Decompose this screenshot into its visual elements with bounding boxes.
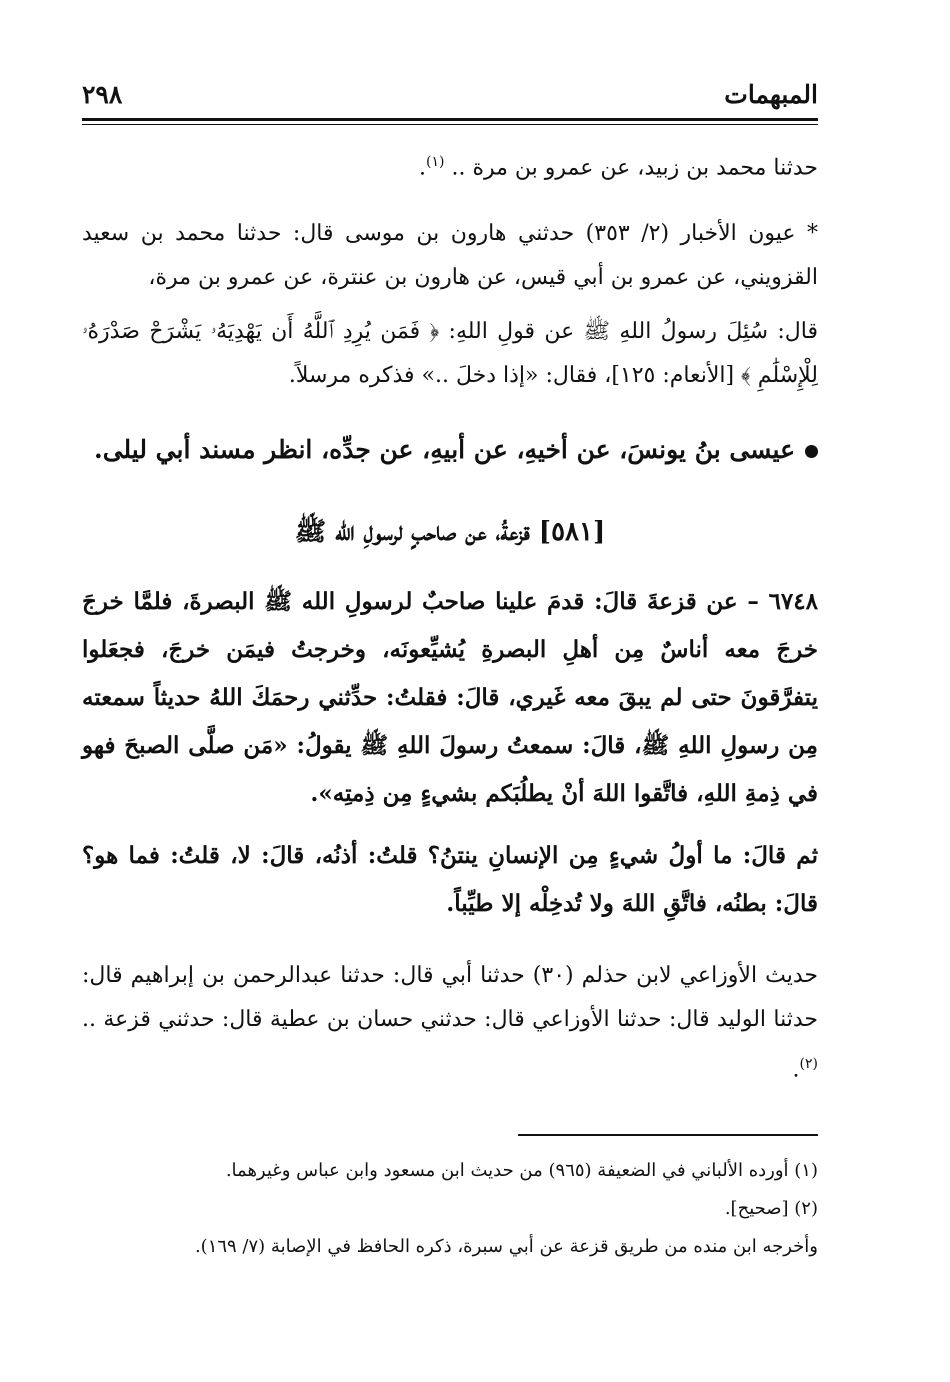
footnote-ref-1: (١) [426,154,445,170]
footnote-ref-2: (٢) [799,1056,818,1073]
paragraph-source: حديث الأوزاعي لابن حذلم (٣٠) حدثنا أبي قال: حدثنا عبدالرحمن بن إبراهيم قال: حدثنا الوليد قال: حدثنا الأوزاعي قال: حدثني حسان بن عطية قال: حدثني قزعة .. $^{(٢)}$. [82,963,818,1083]
paragraph-uyun-al-akhbar: * عيون الأخبار (٢/ ٣٥٣) حدثني هارون بن موسى قال: حدثنا محمد بن سعيد القزويني، عن عمرو بن أبي قيس، عن هارون بن عنترة، عن عمرو بن مرة، [82,221,818,291]
footnote-2: (٢) [صحيح]. [724,1198,818,1219]
hadith-6748: ٦٧٤٨ – عن قزعةَ قالَ: قدمَ علينا صاحبٌ لرسولِ الله ﷺ البصرةَ، فلمَّا خرجَ خرجَ معه أناسٌ مِن أهلِ البصرةِ يُشيِّعونَه، وخرجتُ فيمَن خرجَ، فجعَلوا يتفرَّقونَ حتى لم يبقَ معه غَيري، قالَ: فقلتُ: حدِّثني رحمَكَ اللهُ حديثاً سمعته مِن رسولِ اللهِ ﷺ، قالَ: سمعتُ رسولَ اللهِ ﷺ يقولُ: «مَن صلَّى الصبحَ فهو في ذِمةِ اللهِ، فاتَّقوا اللهَ أنْ يطلُبَكم بشيءٍ مِن ذِمتِه». [82,588,818,808]
page-header [82,80,818,116]
footnote-2-continuation: وأخرجه ابن منده من طريق قزعة عن أبي سبرة، ذكره الحافظ في الإصابة (٧/ ١٦٩). [194,1236,818,1257]
cross-reference-line: عيسى بنُ يونسَ، عن أخيهِ، عن أبيهِ، عن جدِّه، انظر مسند أبي ليلى. [82,426,818,474]
footnote-1: (١) أورده الألباني في الضعيفة (٩٦٥) من حديث ابن مسعود وابن عباس وغيرهما. [225,1160,818,1181]
header-rule-thick [82,118,818,121]
running-title: المبهمات [724,80,818,109]
main-text [82,140,818,1093]
hadith-continuation: ثم قالَ: ما أولُ شيءٍ مِن الإنسانِ ينتنُ؟ قلتُ: أذنُه، قالَ: لا، قلتُ: فما هو؟ قالَ: بطنُه، فاتَّقِ اللهَ ولا تُدخِلْه إلا طيِّباً. [82,842,818,918]
bullet-icon [805,445,818,458]
page-number: ٢٩٨ [82,80,123,109]
header-rule-thin [82,124,818,125]
footnote-separator [518,1134,818,1136]
section-heading: [٥٨١] قزعةُ، عن صاحبٍ لرسولِ الله ﷺ [294,517,606,548]
paragraph-quran-quote: قال: سُئِلَ رسولُ اللهِ ﷺ عن قولِ اللهِ: ﴿ فَمَن يُرِدِ ٱللَّهُ أَن يَهْدِيَهُۥ يَشْرَحْ صَدْرَهُۥ لِلْإِسْلَٰمِ ﴾ [الأنعام: ١٢٥]، فقال: «إذا دخلَ ..» فذكره مرسلاً. [82,319,818,389]
footnotes [82,1152,818,1266]
paragraph-chain-end: حدثنا محمد بن زبيد، عن عمرو بن مرة .. $^{(١)}$. [419,154,818,181]
